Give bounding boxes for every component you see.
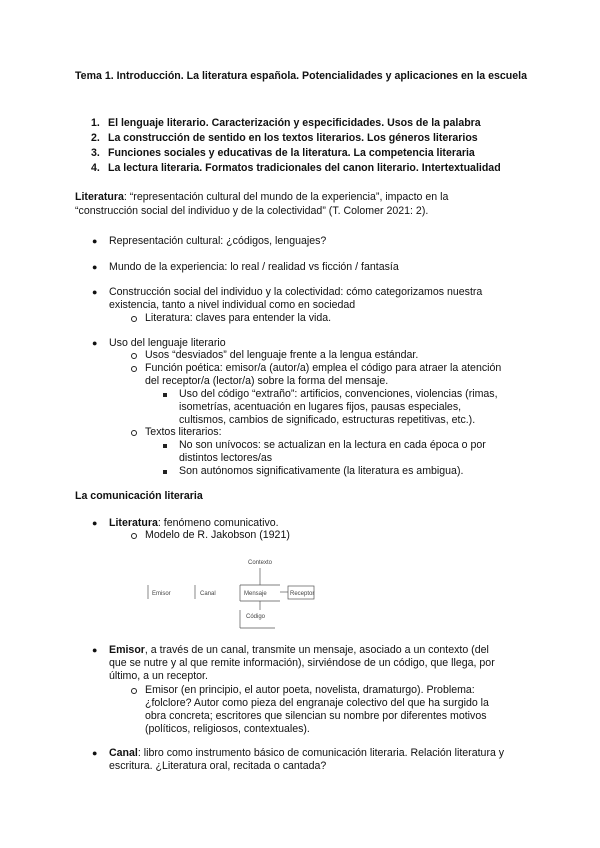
diagram-codigo: Código (246, 614, 266, 620)
definition-term: Literatura (75, 191, 124, 203)
circle-bullet (131, 533, 137, 539)
emisor-line-2: que se nutre y al que remite información), sirviéndose de un código, que llega, por (109, 657, 495, 669)
bullet-text-2: Mundo de la experiencia: lo real / realidad vs ficción / fantasía (109, 261, 399, 273)
emisor-term: Emisor (109, 644, 145, 656)
bullet-text-1: Representación cultural: ¿códigos, lenguajes? (109, 235, 327, 247)
square-bullet (163, 470, 167, 474)
bullet-dot: ● (92, 748, 98, 758)
section-heading: La comunicación literaria (75, 490, 203, 502)
circle-bullet (131, 366, 137, 372)
sq-bullet-4-3-2: Son autónomos significativamente (la literatura es ambigua). (179, 465, 464, 477)
canal-term: Canal (109, 747, 138, 759)
sub-bullet-4-2b: del receptor/a (lector/a) sobre la forma del mensaje. (145, 375, 389, 387)
emisor-line-1 (109, 644, 489, 658)
bullet-dot: ● (92, 287, 98, 297)
jakobson-diagram (140, 548, 320, 636)
definition-line-1 (75, 191, 448, 205)
definition-line-2: “construcción social del individuo y de la colectividad” (T. Colomer 2021: 2). (75, 205, 429, 217)
diagram-contexto: Contexto (248, 560, 273, 566)
sq-bullet-4-3-1a: No son unívocos: se actualizan en la lectura en cada época o por (179, 439, 486, 451)
square-bullet (163, 444, 167, 448)
diagram-mensaje: Mensaje (244, 591, 267, 597)
bullet-text-3b: existencia, tanto a nivel individual como en sociedad (109, 299, 356, 311)
literature-term: Literatura (109, 517, 158, 529)
diagram-svg (140, 548, 320, 636)
document-title: Tema 1. Introducción. La literatura española. Potencialidades y aplicaciones en la escuela (75, 70, 527, 82)
circle-bullet (131, 430, 137, 436)
numbered-item-1: El lenguaje literario. Caracterización y especificidades. Usos de la palabra (108, 117, 481, 129)
sq-bullet-4-2-1c: cultismos, cambios de significado, estructuras repetitivas, etc.). (179, 414, 476, 426)
sq-bullet-4-2-1b: isometrías, acentuación en lugares fijos, pausas especiales, (179, 401, 462, 413)
jakobson-model-label: Modelo de R. Jakobson (1921) (145, 529, 290, 541)
canal-line-2: escritura. ¿Literatura oral, recitada o cantada? (109, 760, 327, 772)
bullet-dot: ● (92, 236, 98, 246)
numbered-index-3: 3. (91, 147, 100, 159)
literature-text: : fenómeno comunicativo. (157, 517, 279, 529)
emisor-sub-1: Emisor (en principio, el autor poeta, novelista, dramaturgo). Problema: (145, 684, 475, 696)
bullet-dot: ● (92, 262, 98, 272)
numbered-item-3: Funciones sociales y educativas de la literatura. La competencia literaria (108, 147, 475, 159)
circle-bullet (131, 353, 137, 359)
sub-bullet-4-2a: Función poética: emisor/a (autor/a) emplea el código para atraer la atención (145, 362, 502, 374)
square-bullet (163, 393, 167, 397)
emisor-text-1: , a través de un canal, transmite un mensaje, asociado a un contexto (del (144, 644, 489, 656)
canal-line-1 (109, 747, 504, 761)
diagram-emisor: Emisor (152, 591, 171, 597)
numbered-index-1: 1. (91, 117, 100, 129)
canal-text-1: : libro como instrumento básico de comunicación literaria. Relación literatura y (137, 747, 505, 759)
numbered-index-2: 2. (91, 132, 100, 144)
circle-bullet (131, 688, 137, 694)
emisor-sub-4: (políticos, religiosos, contextuales). (145, 723, 310, 735)
bullet-text-4: Uso del lenguaje literario (109, 337, 226, 349)
sq-bullet-4-3-1b: distintos lectores/as (179, 452, 273, 464)
definition-text-1: : “representación cultural del mundo de la experiencia”, impacto en la (123, 191, 449, 203)
diagram-canal: Canal (200, 591, 216, 597)
emisor-line-3: último, a un receptor. (109, 670, 208, 682)
sub-bullet-4-3: Textos literarios: (145, 426, 222, 438)
sq-bullet-4-2-1a: Uso del código “extraño”: artificios, convenciones, violencias (rimas, (179, 388, 498, 400)
bullet-dot: ● (92, 338, 98, 348)
numbered-item-4: La lectura literaria. Formatos tradicionales del canon literario. Intertextualidad (108, 162, 501, 174)
bullet-dot: ● (92, 645, 98, 655)
emisor-sub-3: obra concreta; escritores que silencian su nombre por diferentes motivos (145, 710, 487, 722)
sub-bullet-4-1: Usos “desviados” del lenguaje frente a la lengua estándar. (145, 349, 419, 361)
sub-bullet-3: Literatura: claves para entender la vida. (145, 312, 332, 324)
bullet-dot: ● (92, 518, 98, 528)
circle-bullet (131, 316, 137, 322)
bullet-text-3a: Construcción social del individuo y la colectividad: cómo categorizamos nuestra (109, 286, 483, 298)
emisor-sub-2: ¿folclore? Autor como pieza del engranaje colectivo del que ha surgido la (145, 697, 489, 709)
diagram-receptor: Receptor (290, 591, 315, 597)
numbered-index-4: 4. (91, 162, 100, 174)
numbered-item-2: La construcción de sentido en los textos literarios. Los géneros literarios (108, 132, 478, 144)
